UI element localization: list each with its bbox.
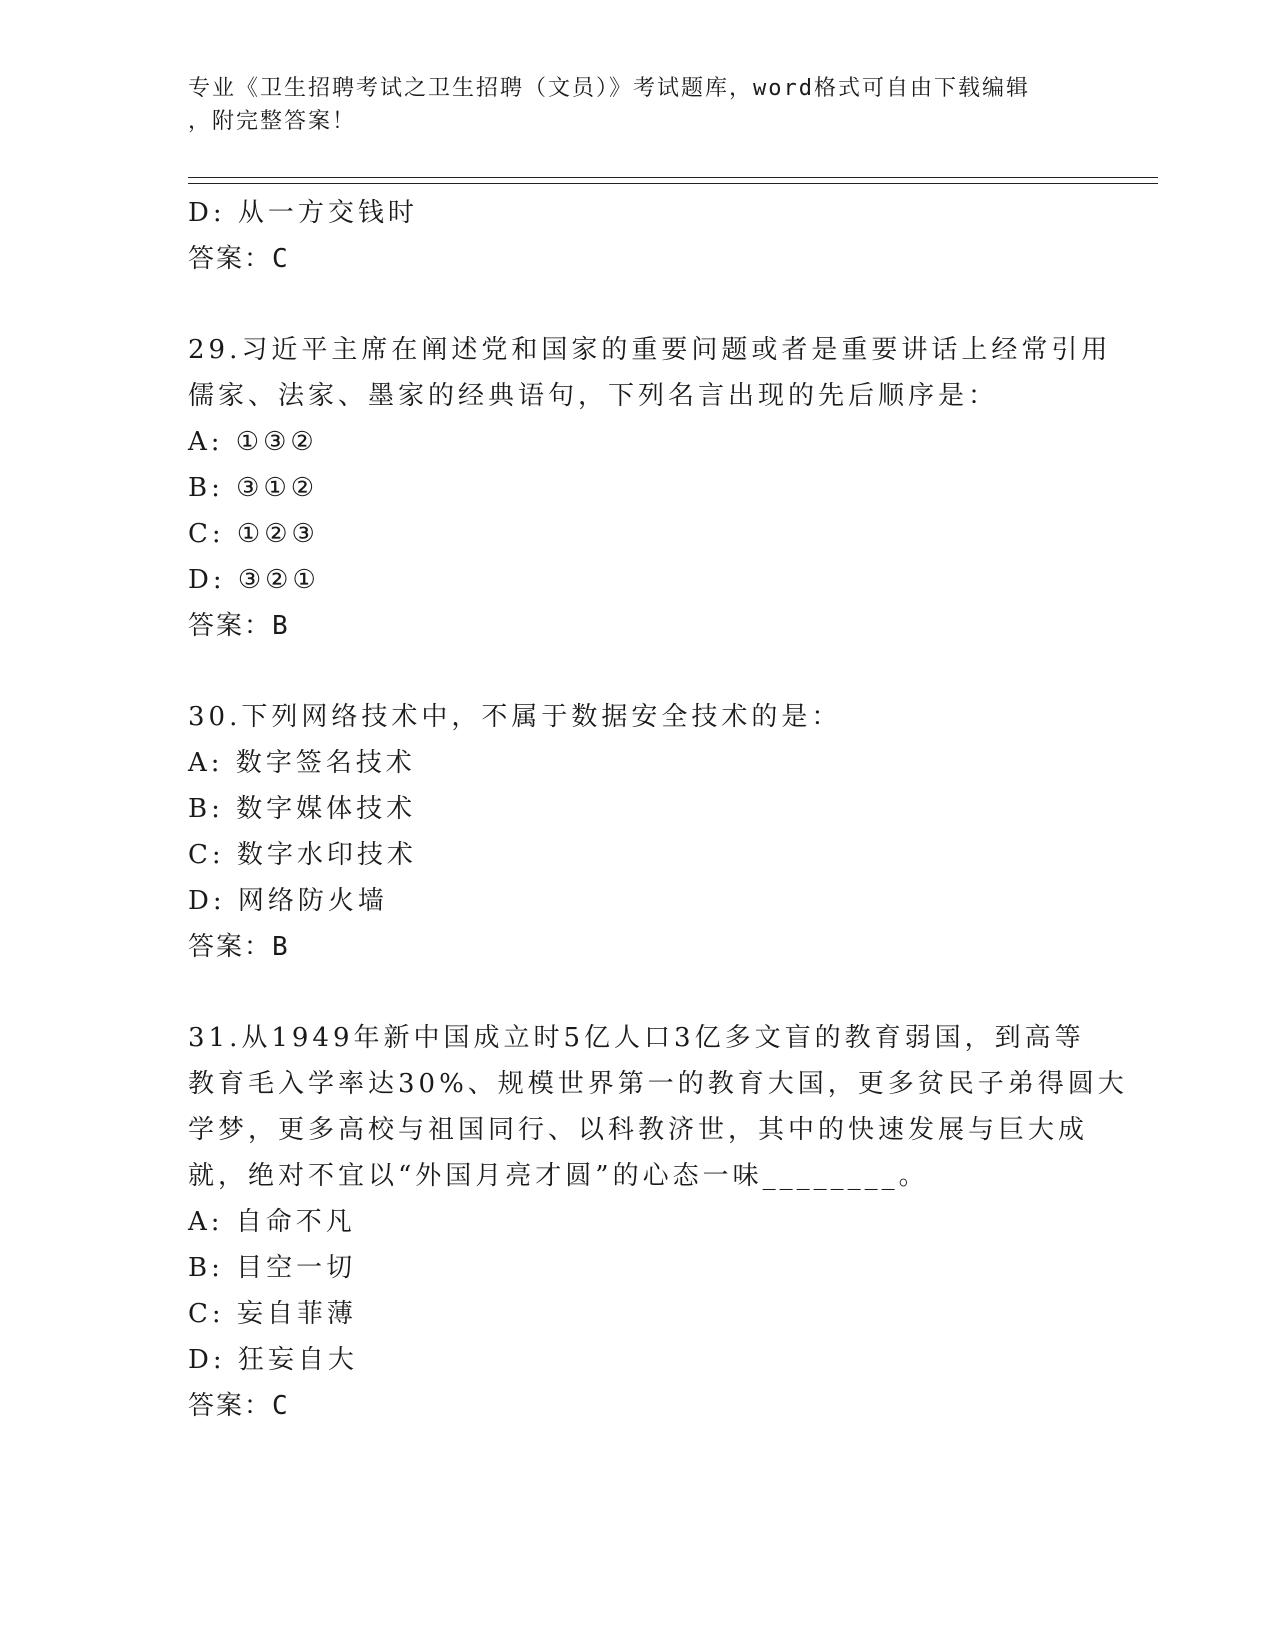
- question-stem: 教育毛入学率达30%、规模世界第一的教育大国，更多贫民子弟得圆大: [188, 1069, 1128, 1099]
- question-31: [188, 1015, 1128, 1429]
- question-stem: 学梦，更多高校与祖国同行、以科教济世，其中的快速发展与巨大成: [188, 1115, 1089, 1145]
- option-d: D: 从一方交钱时: [188, 198, 418, 228]
- question-stem: 31.从1949年新中国成立时5亿人口3亿多文盲的教育弱国，到高等: [188, 1023, 1085, 1053]
- question-stem: 儒家、法家、墨家的经典语句，下列名言出现的先后顺序是：: [188, 381, 999, 411]
- header-line-2: ，附完整答案！: [188, 109, 357, 134]
- question-29: [188, 327, 1112, 649]
- option-c: C: ①②③: [188, 519, 319, 549]
- option-b: B: ③①②: [188, 473, 319, 503]
- option-b: B: 数字媒体技术: [188, 794, 417, 824]
- document-header: [188, 72, 1068, 138]
- header-line-1: 专业《卫生招聘考试之卫生招聘（文员）》考试题库，word格式可自由下载编辑: [188, 76, 1030, 101]
- option-a: A: 数字签名技术: [188, 748, 416, 778]
- option-c: C: 数字水印技术: [188, 840, 417, 870]
- question-stem: 30.下列网络技术中，不属于数据安全技术的是：: [188, 702, 842, 732]
- option-d: D: ③②①: [188, 565, 320, 595]
- answer-line: 答案：C: [188, 244, 290, 274]
- answer-line: 答案：B: [188, 611, 290, 641]
- document-body: [188, 190, 1128, 1429]
- answer-line: 答案：C: [188, 1391, 290, 1421]
- question-stem: 29.习近平主席在阐述党和国家的重要问题或者是重要讲话上经常引用: [188, 335, 1112, 365]
- option-b: B: 目空一切: [188, 1253, 357, 1283]
- header-divider-bottom: [188, 183, 1158, 184]
- header-divider-top: [188, 177, 1158, 178]
- option-c: C: 妄自菲薄: [188, 1299, 357, 1329]
- option-d: D: 网络防火墙: [188, 886, 388, 916]
- question-30: [188, 694, 1088, 970]
- option-a: A: ①③②: [188, 427, 318, 457]
- option-d: D: 狂妄自大: [188, 1345, 358, 1375]
- question-stem: 就，绝对不宜以“外国月亮才圆”的心态一味________。: [188, 1161, 929, 1191]
- answer-line: 答案：B: [188, 932, 290, 962]
- option-a: A: 自命不凡: [188, 1207, 356, 1237]
